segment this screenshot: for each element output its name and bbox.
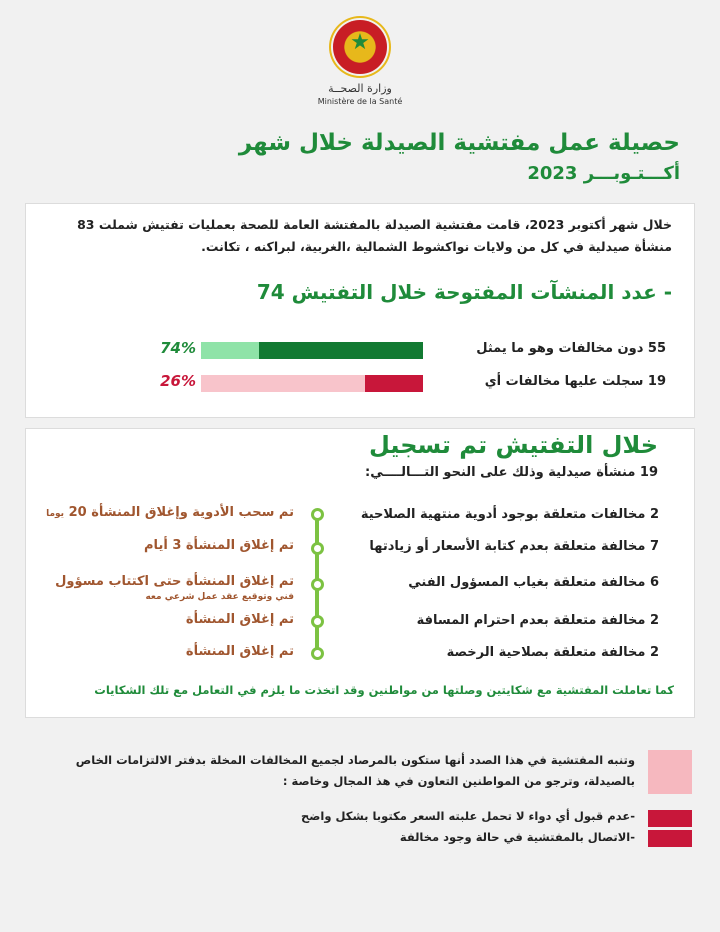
violation-item: 6 مخالفة متعلقة بغياب المسؤول الفني xyxy=(408,575,659,590)
violation-item: 7 مخالفة متعلقة بعدم كتابة الأسعار أو زيادتها xyxy=(369,539,659,554)
bullet-marker xyxy=(648,830,692,847)
violation-item: 2 مخالفة متعلقة بعدم احترام المسافة xyxy=(416,613,659,628)
percent-label: 74% xyxy=(160,339,196,357)
violation-item: 2 مخالفات متعلقة بوجود أدوية منتهية الصلاحية xyxy=(360,507,659,522)
timeline-dot-icon xyxy=(311,508,324,521)
stat-text: 55 دون مخالفات وهو ما يمثل xyxy=(476,341,666,356)
ministry-name-fr: Ministère de la Santé xyxy=(317,97,403,106)
bottom-marker xyxy=(648,750,692,794)
timeline-dot-icon xyxy=(311,647,324,660)
progress-bar-track xyxy=(201,375,365,392)
bullet-marker xyxy=(648,810,692,827)
action-note: فني وتوقيع عقد عمل شرعي معه xyxy=(145,592,294,602)
action-unit: يوما xyxy=(46,509,65,519)
action-item: تم إغلاق المنشأة xyxy=(185,644,294,659)
complaints-note: كما تعاملت المفتشية مع شكايتين وصلتها من مواطنين وقد اتخذت ما يلزم في التعامل مع تلك الشكايات xyxy=(94,683,674,697)
national-emblem-icon xyxy=(333,20,387,74)
bullet-item: -عدم قبول أي دواء لا تحمل علبته السعر مكتوبا بشكل واضح xyxy=(301,809,635,823)
progress-bar xyxy=(201,342,423,359)
page-title: حصيلة عمل مفتشية الصيدلة خلال شهر xyxy=(238,130,680,156)
action-item xyxy=(36,505,294,520)
progress-bar xyxy=(201,375,423,392)
ministry-name-ar: وزارة الصحــة xyxy=(328,82,392,95)
bullet-item: -الاتصال بالمفتشية في حالة وجود مخالفة xyxy=(399,830,635,844)
stat-text: 19 سجلت عليها مخالفات أي xyxy=(484,374,666,389)
timeline-dot-icon xyxy=(311,542,324,555)
page-subtitle: أكـــتـوبـــر 2023 xyxy=(527,163,680,184)
recorded-subheading: 19 منشأة صيدلية وذلك على النحو التـــالــــي: xyxy=(365,465,658,480)
violations-card xyxy=(25,428,695,718)
action-text: تم سحب الأدوية وإغلاق المنشأة 20 xyxy=(68,505,294,520)
action-item: تم إغلاق المنشأة حتى اكتتاب مسؤول xyxy=(55,574,294,589)
action-item: تم إغلاق المنشأة 3 أيام xyxy=(144,538,294,553)
progress-bar-fill xyxy=(365,375,423,392)
bottom-paragraph: وتنبه المفتشية في هذا الصدد أنها ستكون بالمرصاد لجميع المخالفات المخلة بدفتر الالتزامات الخاص بالصيدلة، وترجو من المواطنين التعاون في هذ المجال وخاصة : xyxy=(75,753,635,788)
timeline-dot-icon xyxy=(311,615,324,628)
percent-label: 26% xyxy=(160,372,196,390)
timeline-dot-icon xyxy=(311,578,324,591)
summary-card xyxy=(25,203,695,418)
stat-row-violations xyxy=(26,372,696,394)
violation-item: 2 مخالفة متعلقة بصلاحية الرخصة xyxy=(446,645,659,660)
action-item: تم إغلاق المنشأة xyxy=(185,612,294,627)
progress-bar-track xyxy=(201,342,259,359)
progress-bar-fill xyxy=(259,342,423,359)
recorded-heading: خلال التفتيش تم تسجيل xyxy=(368,431,658,459)
open-facilities-heading: - عدد المنشآت المفتوحة خلال التفتيش 74 xyxy=(256,280,672,304)
intro-paragraph: خلال شهر أكتوبر 2023، قامت مفتشية الصيدلة بالمفتشة العامة للصحة بعمليات تفتيش شملت 83 منشأة صيدلية في كل من ولايات نواكشوط الشمالية ،الغربية، لبراكنه ، تكانت. xyxy=(77,217,672,254)
header-logo xyxy=(300,20,420,110)
stat-row-no-violations xyxy=(26,339,696,361)
